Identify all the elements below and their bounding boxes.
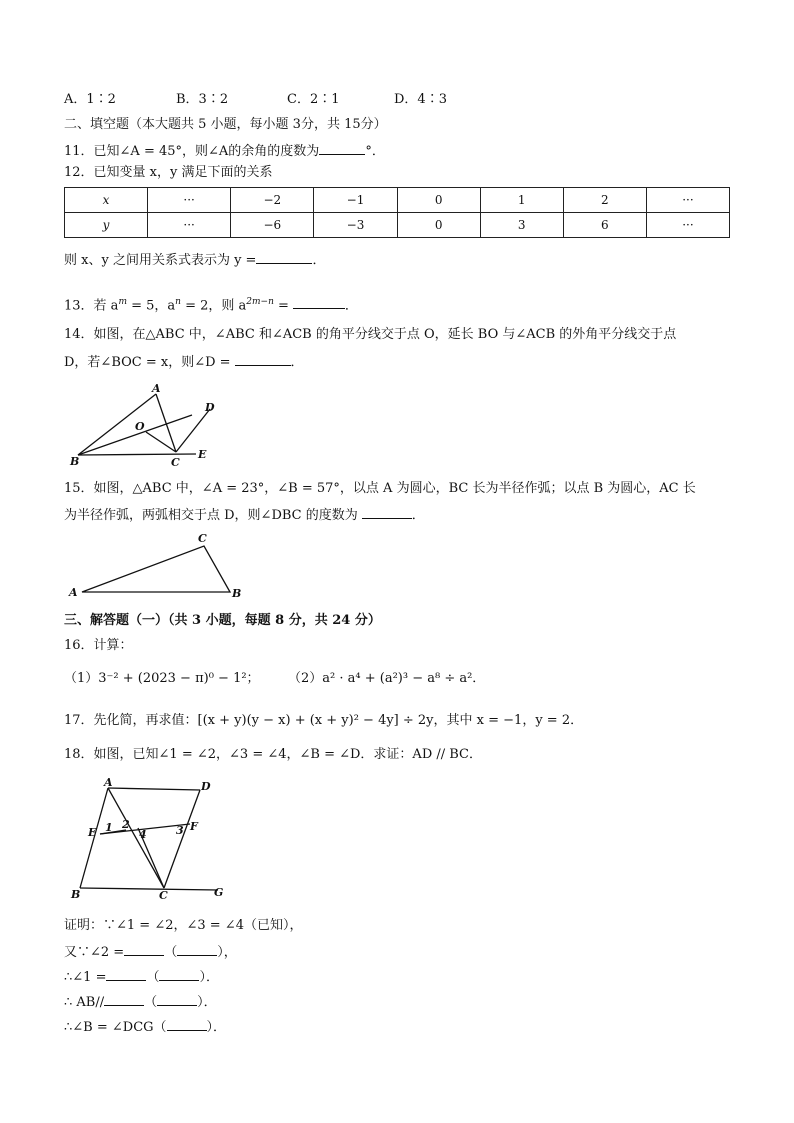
label-e: E: [88, 826, 97, 839]
option-a: A．1∶2: [64, 92, 116, 107]
proof-line-1: 证明：∵∠1 = ∠2，∠3 = ∠4（已知），: [64, 918, 303, 933]
label-f: F: [190, 820, 198, 833]
question-15-line1: 15．如图，△ABC 中，∠A = 23°，∠B = 57°，以点 A 为圆心，BC 长为半径作弧；以点 B 为圆心，AC 长: [64, 481, 696, 496]
angle-1-label: 1: [105, 821, 113, 834]
answer-blank[interactable]: [167, 1017, 207, 1031]
label-a: A: [152, 382, 161, 395]
option-b: B．3∶2: [176, 92, 229, 107]
question-16: 16．计算：: [64, 638, 133, 653]
answer-blank[interactable]: [293, 295, 345, 309]
table-row: x ··· −2 −1 0 1 2 ···: [65, 188, 730, 213]
section2-title: 二、填空题（本大题共 5 小题，每小题 3分，共 15分）: [64, 117, 387, 132]
answer-blank[interactable]: [157, 992, 197, 1006]
label-g: G: [214, 886, 224, 899]
figure-q15: [64, 530, 254, 602]
label-b: B: [71, 888, 81, 900]
answer-blank[interactable]: [256, 250, 312, 264]
question-15-line2: 为半径作弧，两弧相交于点 D，则∠DBC 的度数为 ．: [64, 505, 425, 525]
proof-line-2: 又∵∠2 = （ ），: [64, 942, 237, 962]
question-16-part2: （2）a² · a⁴ + (a²)³ − a⁸ ÷ a²．: [288, 671, 486, 686]
label-e: E: [198, 448, 207, 461]
answer-blank[interactable]: [319, 141, 365, 155]
label-o: O: [135, 420, 145, 433]
question-12: 12．已知变量 x，y 满足下面的关系: [64, 165, 273, 180]
answer-blank[interactable]: [362, 505, 412, 519]
question-16-part1: （1）3⁻² + (2023 − π)⁰ − 1²；: [64, 671, 260, 686]
answer-blank[interactable]: [104, 992, 144, 1006]
label-c: C: [159, 889, 168, 900]
question-18: 18．如图，已知∠1 = ∠2，∠3 = ∠4，∠B = ∠D．求证：AD // BC．: [64, 747, 483, 762]
option-c: C．2∶1: [287, 92, 340, 107]
proof-line-5: ∴∠B = ∠DCG（ ）．: [64, 1017, 226, 1037]
angle-2-label: 2: [122, 818, 130, 831]
question-14-line1: 14．如图，在△ABC 中，∠ABC 和∠ACB 的角平分线交于点 O，延长 BO 与∠ACB 的外角平分线交于点: [64, 327, 677, 342]
question-14-line2: D，若∠BOC = x，则∠D = ．: [64, 352, 304, 372]
answer-blank[interactable]: [124, 942, 164, 956]
table-row: y ··· −6 −3 0 3 6 ···: [65, 213, 730, 238]
question-11: 11．已知∠A = 45°，则∠A的余角的度数为 °．: [64, 141, 385, 161]
answer-blank[interactable]: [235, 352, 291, 366]
value-table: [64, 187, 730, 238]
angle-3-label: 3: [176, 824, 184, 837]
question-13: 13．若 $a^m = 5$，$a^n = 2$，则 $a^{2m-n}$ = ．: [64, 297, 358, 314]
answer-blank[interactable]: [177, 942, 217, 956]
figure-q14: [64, 380, 234, 472]
angle-4-label: 4: [139, 828, 147, 841]
proof-line-3: ∴∠1 = （ ）．: [64, 967, 219, 987]
figure-q18: [64, 776, 240, 900]
question-12-relation: 则 x、y 之间用关系式表示为 y = ．: [64, 250, 325, 270]
question-17: 17．先化简，再求值：[(x + y)(y − x) + (x + y)² − 4y] ÷ 2y，其中 x = −1，y = 2．: [64, 713, 584, 728]
section3-title: 三、解答题（一）（共 3 小题，每题 8 分，共 24 分）: [64, 613, 381, 628]
label-b: B: [70, 455, 80, 468]
label-c: C: [198, 532, 207, 545]
label-a: A: [104, 776, 113, 789]
label-c: C: [171, 456, 180, 469]
option-d: D．4∶3: [394, 92, 447, 107]
label-a: A: [69, 586, 78, 599]
label-b: B: [232, 587, 242, 600]
answer-blank[interactable]: [159, 967, 199, 981]
label-d: D: [201, 780, 211, 793]
label-d: D: [205, 401, 215, 414]
answer-blank[interactable]: [106, 967, 146, 981]
proof-line-4: ∴ AB// （ ）．: [64, 992, 217, 1012]
